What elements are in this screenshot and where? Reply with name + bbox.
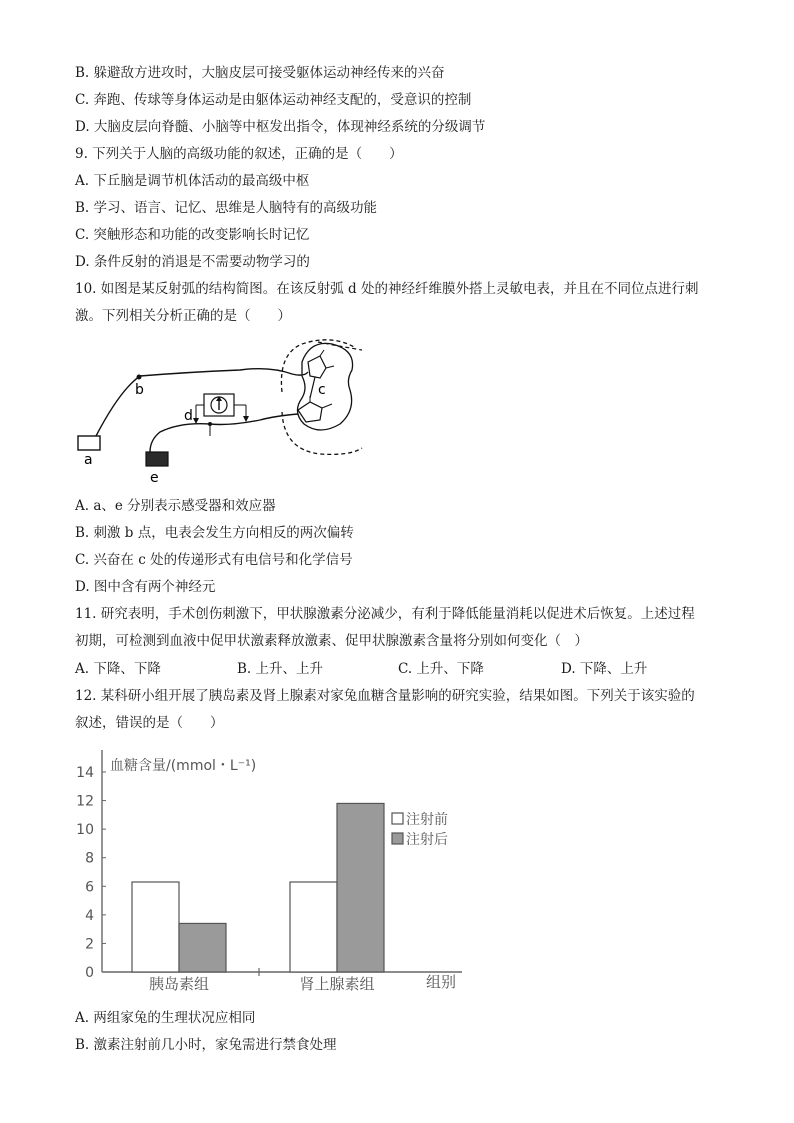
motor-neuron-body xyxy=(298,402,322,422)
legend-swatch xyxy=(392,813,403,824)
q12-option-b: B. 激素注射前几小时，家兔需进行禁食处理 xyxy=(75,1037,337,1053)
q9-option-c: C. 突触形态和功能的改变影响长时记忆 xyxy=(75,227,310,243)
q12-option-a: A. 两组家兔的生理状况应相同 xyxy=(75,1010,256,1026)
y-tick-label: 2 xyxy=(85,936,94,953)
q9-stem: 9. 下列关于人脑的高级功能的叙述，正确的是（ ） xyxy=(75,146,403,162)
q10-stem-line2: 激。下列相关分析正确的是（ ） xyxy=(75,308,291,324)
point-d xyxy=(208,422,212,426)
q9-option-b: B. 学习、语言、记忆、思维是人脑特有的高级功能 xyxy=(75,200,378,216)
y-tick-label: 10 xyxy=(76,822,94,839)
q8-option-c: C. 奔跑、传球等身体运动是由躯体运动神经支配的，受意识的控制 xyxy=(75,92,472,108)
y-tick-label: 0 xyxy=(85,965,94,981)
q9-option-d: D. 条件反射的消退是不需要动物学习的 xyxy=(75,254,310,270)
spinal-cord-outline-lower xyxy=(282,412,362,454)
afferent-fiber xyxy=(96,369,308,436)
category-label: 肾上腺素组 xyxy=(299,975,375,993)
effector-box xyxy=(146,452,168,466)
point-b xyxy=(137,375,142,380)
q11-option-c: C. 上升、下降 xyxy=(398,661,484,677)
q10-option-b: B. 刺激 b 点，电表会发生方向相反的两次偏转 xyxy=(75,525,354,541)
bar-before xyxy=(132,882,179,972)
q8-option-d: D. 大脑皮层向脊髓、小脑等中枢发出指令，体现神经系统的分级调节 xyxy=(75,119,486,135)
q10-stem-line1: 10. 如图是某反射弧的结构简图。在该反射弧 d 处的神经纤维膜外搭上灵敏电表，并且在不同位点进行刺 xyxy=(75,281,699,297)
q11-stem-line2: 初期，可检测到血液中促甲状激素释放激素、促甲状腺激素含量将分别如何变化（ ） xyxy=(75,633,588,649)
y-tick-label: 14 xyxy=(76,765,94,781)
label-e: e xyxy=(150,470,159,482)
y-tick-label: 8 xyxy=(85,850,94,867)
q10-option-a: A. a、e 分别表示感受器和效应器 xyxy=(75,498,276,514)
y-axis-label: 血糖含量/(mmol・L⁻¹) xyxy=(110,758,257,774)
q8-option-b: B. 躲避敌方进攻时，大脑皮层可接受躯体运动神经传来的兴奋 xyxy=(75,65,445,81)
q12-stem-line2: 叙述，错误的是（ ） xyxy=(75,715,224,731)
y-tick-label: 12 xyxy=(76,793,94,810)
interneuron-body xyxy=(308,356,326,378)
y-tick-label: 6 xyxy=(85,879,94,896)
q10-option-c: C. 兴奋在 c 处的传递形式有电信号和化学信号 xyxy=(75,552,353,568)
q11-stem-line1: 11. 研究表明，手术创伤刺激下，甲状腺激素分泌减少，有利于降低能量消耗以促进术后恢复。上述过程 xyxy=(75,606,695,622)
legend-label: 注射前 xyxy=(406,812,448,828)
q11-option-b: B. 上升、上升 xyxy=(237,661,324,677)
x-axis-label: 组别 xyxy=(426,973,457,991)
blood-glucose-bar-chart xyxy=(70,742,490,1002)
bar-after xyxy=(337,803,384,972)
q11-options-row xyxy=(75,660,735,678)
bar-before xyxy=(290,882,337,972)
galvanometer xyxy=(193,394,249,424)
reflex-arc-diagram xyxy=(70,332,370,482)
legend-swatch xyxy=(392,833,403,844)
label-d: d xyxy=(184,408,193,424)
q12-stem-line1: 12. 某科研小组开展了胰岛素及肾上腺素对家兔血糖含量影响的研究实验，结果如图。下列关于该实验的 xyxy=(75,688,695,704)
y-tick-label: 4 xyxy=(85,907,94,924)
category-label: 胰岛素组 xyxy=(148,975,210,993)
bar-after xyxy=(179,923,226,972)
label-c: c xyxy=(318,382,326,398)
label-b: b xyxy=(135,382,144,398)
q11-option-a: A. 下降、下降 xyxy=(75,661,161,677)
label-a: a xyxy=(84,452,93,468)
q11-option-d: D. 下降、上升 xyxy=(561,661,648,677)
receptor-box xyxy=(78,436,100,450)
legend-label: 注射后 xyxy=(406,832,448,848)
q10-option-d: D. 图中含有两个神经元 xyxy=(75,579,216,595)
efferent-fiber xyxy=(150,414,298,452)
q9-option-a: A. 下丘脑是调节机体活动的最高级中枢 xyxy=(75,173,310,189)
